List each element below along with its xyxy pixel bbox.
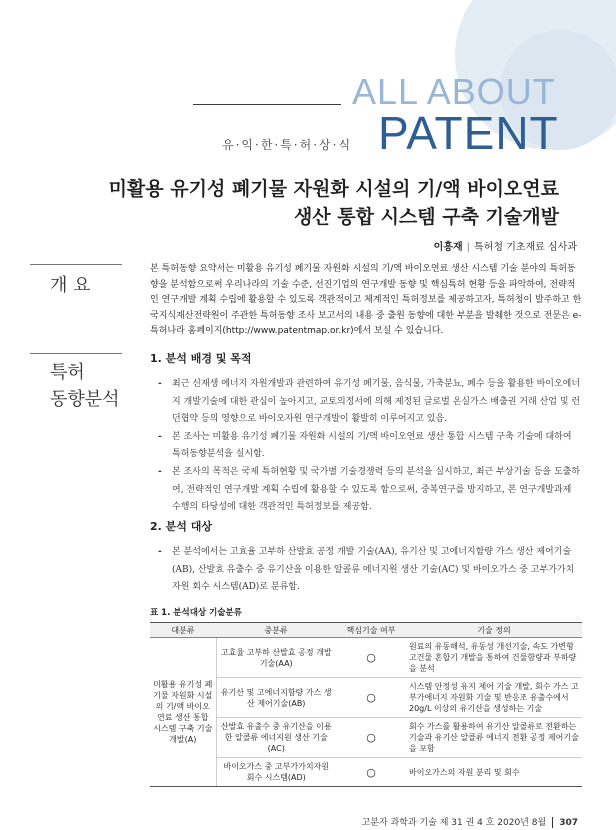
- footer-divider: [552, 817, 553, 828]
- table-row: [150, 638, 582, 678]
- series-label: 유·익·한·특·허·상·식: [222, 138, 353, 152]
- table-header-cell: 기술 정의: [406, 623, 582, 638]
- sidebar-analysis-label: [50, 359, 120, 413]
- mid-category-cell: 산발효 유출수 중 유기산을 이용한 알콜류 에너지원 생산 기술(AC): [216, 718, 336, 758]
- bullet-item: - 최근 신재생 에너지 자원개발과 관련하여 유기성 폐기물, 음식물, 가축분뇨, 폐수 등을 활용한 바이오에너지 개발기술에 대한 관심이 높아지고, 교토의정서에 의해 제정된 글로벌 온실가스 배출권 거래 산업 및 런던협약 등의 영향으로 바이오자원 연구개발이 활발히 이루어지고 있음.: [158, 376, 582, 429]
- definition-cell: 원료의 유동해석, 유동성 개선기술, 속도 가변형 고건물 혼합기 개발을 통하여 건물함량과 부하량을 분석: [406, 638, 582, 678]
- bullet-item: - 본 조사는 미활용 유기성 폐기물 자원화 시설의 기/액 바이오연료 생산 통합 시스템 구축 기술에 대하여 특허동향분석을 실시함.: [158, 429, 582, 464]
- sidebar-rule-overview: [30, 264, 122, 265]
- journal-info: 고분자 과학과 기술 제 31 권 4 호 2020년 8월: [361, 818, 547, 828]
- table-header-cell: 대분류: [150, 623, 216, 638]
- section-1-bullets: [158, 376, 582, 517]
- section-heading: 2. 분석 대상: [150, 520, 212, 533]
- definition-cell: 회수 가스를 활용하여 유기산 알콜류로 전환하는 기술과 유기산 알콜류 에너지 전환 공정 제어기술을 포함: [406, 718, 582, 758]
- table-caption: 표 1. 분석대상 기술분류: [150, 608, 242, 618]
- article-title-line-1: 미활용 유기성 폐기물 자원화 시설의 기/액 바이오연료: [108, 178, 559, 200]
- brand-top-text: ALL ABOUT: [352, 71, 556, 112]
- core-tech-mark: ○: [336, 758, 406, 787]
- summary-paragraph: 본 특허동향 요약서는 미활용 유기성 폐기물 자원화 시설의 기/액 바이오연료 생산 시스템 기술 분야의 특허동향을 분석함으로써 우리나라의 기술 수준, 선진기업의 연구개발 동향 및 핵심특허 현황 등을 파악하여, 전략적인 연구개발 계획 수립에 활용할 수 있도록 객관적이고 체계적인 특허정보를 제공하고자, 특허청이 발주하고 한국지식재산전략원이 주관한 특허동향 조사 보고서의 내용 중 출원 동향에 대한 부분을 발췌한 것으로 전문은 e-특허나라 홈페이지(http://www.patentmap.or.kr)에서 보실 수 있습니다.: [150, 264, 582, 337]
- classification-table: [150, 622, 582, 787]
- page-number: 307: [559, 818, 578, 828]
- core-tech-mark: ○: [336, 718, 406, 758]
- sidebar-analysis-line-2: 동향분석: [50, 389, 120, 410]
- table-header-row: [150, 623, 582, 638]
- major-category-cell: 미활용 유기성 폐기물 자원화 시설의 기/액 바이오연료 생산 통합 시스템 구축 기술개발(A): [150, 638, 216, 787]
- table-header-cell: 중분류: [216, 623, 336, 638]
- table-header-cell: 핵심기술 여부: [336, 623, 406, 638]
- page-footer: [362, 815, 578, 828]
- article-title-line-2: 생산 통합 시스템 구축 기술개발: [293, 206, 559, 228]
- definition-cell: 시스템 안정성 유지 제어 기술 개발, 회수 가스 고부가에너지 자원화 기술 및 반응조 유출수에서 20g/L 이상의 유기산을 생성하는 기술: [406, 678, 582, 718]
- mid-category-cell: 고효율 고부하 산발효 공정 개발 기술(AA): [216, 638, 336, 678]
- core-tech-mark: ○: [336, 638, 406, 678]
- section-heading: 1. 분석 배경 및 목적: [150, 352, 252, 365]
- mid-category-cell: 유기산 및 고에너지함량 가스 생산 제어기술(AB): [216, 678, 336, 718]
- sidebar-rule-analysis: [30, 353, 122, 354]
- author-byline: [434, 238, 577, 253]
- byline-separator: |: [466, 242, 471, 253]
- section-2-bullets: [158, 544, 582, 597]
- author-name: 이흥재: [433, 242, 463, 253]
- bullet-item: - 본 조사의 목적은 국제 특허현황 및 국가별 기술경쟁력 등의 분석을 실시하고, 최근 부상기술 등을 도출하여, 전략적인 연구개발 계획 수립에 활용할 수 있도록 함으로써, 중복연구를 방지하고, 본 연구개발과제 수행의 타당성에 대한 객관적인 특허정보를 제공함.: [158, 464, 582, 517]
- bullet-item: - 본 분석에서는 고효율 고부하 산발효 공정 개발 기술(AA), 유기산 및 고에너지함량 가스 생산 제어기술(AB), 산발효 유출수 중 유기산을 이용한 알콜류 에너지원 생산 기술(AC) 및 바이오가스 중 고부가가치자원 회수 시스템(AD)로 분류함.: [158, 544, 582, 597]
- core-tech-mark: ○: [336, 678, 406, 718]
- mid-category-cell: 바이오가스 중 고부가가치자원 회수 시스템(AD): [216, 758, 336, 787]
- definition-cell: 바이오가스의 자원 분리 및 회수: [406, 758, 582, 787]
- header-rule: [193, 104, 341, 105]
- sidebar-analysis-line-1: 특허: [50, 362, 85, 383]
- sidebar-overview-label: 개 요: [50, 275, 91, 296]
- brand-main-text: PATENT: [378, 107, 559, 159]
- author-affiliation: 특허청 기초재료 심사과: [474, 242, 577, 253]
